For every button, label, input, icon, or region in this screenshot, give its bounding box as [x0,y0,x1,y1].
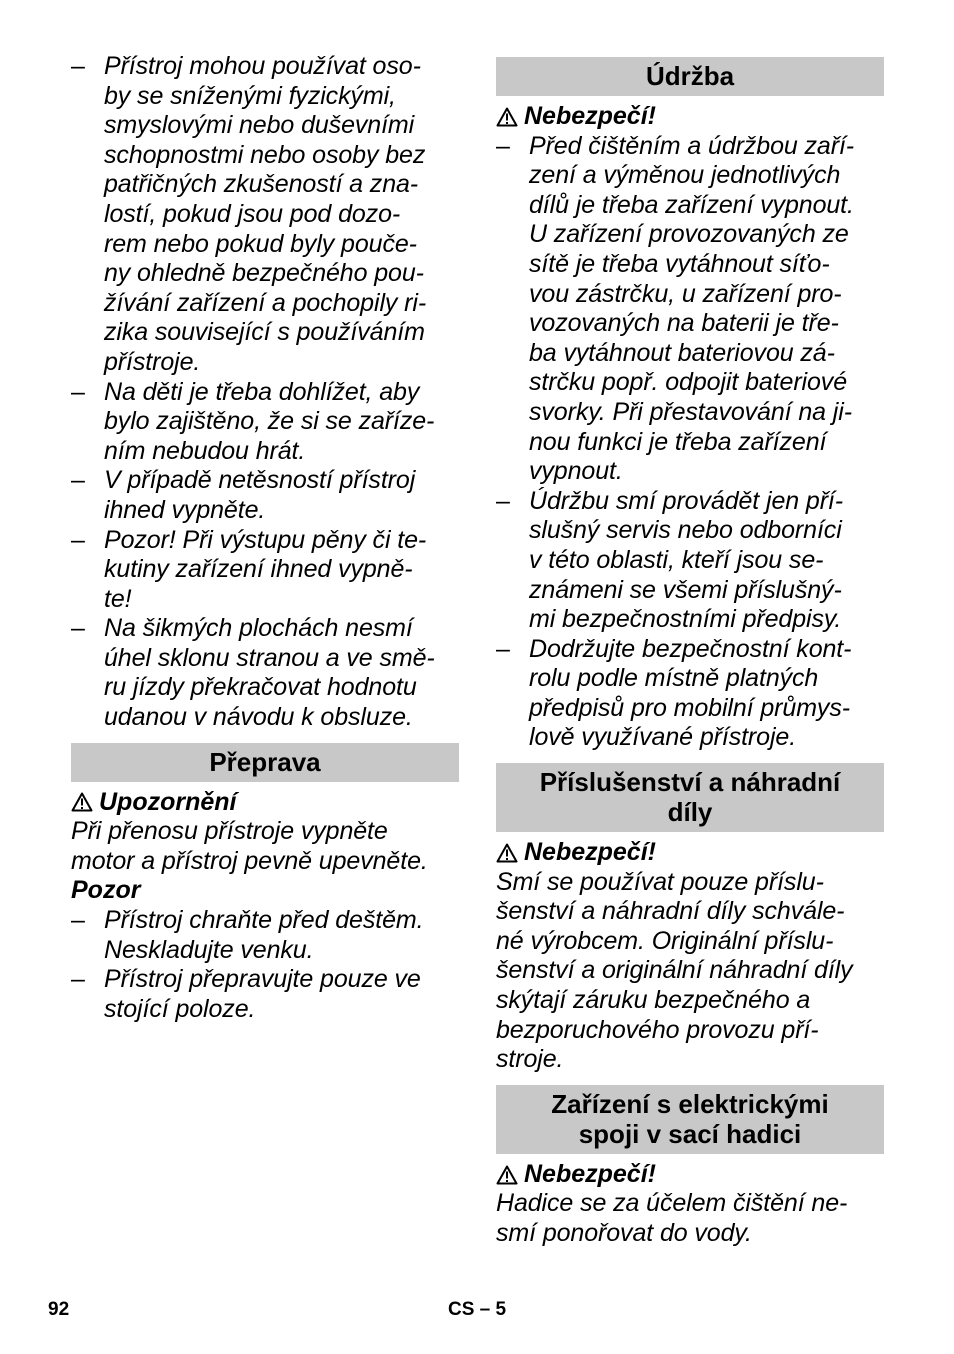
dash-bullet: – [71,614,85,643]
warning-triangle-icon [496,107,518,127]
text-line: kutiny zařízení ihned vypně- [104,555,413,584]
text-line: ba vytáhnout bateriovou zá- [529,338,835,367]
left-column [71,52,459,1024]
text-line: né výrobcem. Originální příslu- [496,926,834,955]
text-line: te! [104,584,132,613]
text-line: rem nebo pokud byly pouče- [104,229,417,258]
text-line: schopnostmi nebo osoby bez [104,140,426,169]
dash-bullet: – [71,377,85,406]
heading-line: díly [667,797,713,828]
warning-notice [71,788,459,818]
text-line: zika související s používáním [104,318,425,347]
text-line: V případě netěsností přístroj [104,466,416,495]
warning-label: Nebezpečí! [524,1159,656,1188]
text-line: vou zástrčku, u zařízení pro- [529,279,842,308]
section-heading-prislusenstvi [496,763,884,832]
subheading-pozor: Pozor [71,876,141,905]
text-line: Dodržujte bezpečnostní kont- [529,634,852,663]
right-column [496,47,884,1249]
text-line: mi bezpečnostními předpisy. [529,605,842,634]
text-line: Před čištěním a údržbou zaří- [529,131,855,160]
dash-bullet: – [71,965,85,994]
text-line: Na šikmých plochách nesmí [104,614,413,643]
dash-bullet: – [496,131,510,160]
dash-bullet: – [71,52,85,80]
text-line: motor a přístroj pevně upevněte. [71,846,428,875]
text-line: nou funkci je třeba zařízení [529,427,827,456]
text-line: smyslovými nebo duševními [104,111,415,140]
warning-triangle-icon [496,843,518,863]
text-line: by se sníženými fyzickými, [104,81,396,110]
list-item [496,635,884,753]
list-item [71,52,459,378]
list-item [71,378,459,467]
text-line: U zařízení provozovaných ze [529,220,849,249]
warning-label: Nebezpečí! [524,838,656,867]
text-line: dílů je třeba zařízení vypnout. [529,190,854,219]
text-line: vozovaných na baterii je tře- [529,309,839,338]
warning-notice [496,838,884,868]
text-line: Přístroj chraňte před deštěm. [104,906,424,935]
text-line: ny ohledně bezpečného pou- [104,259,424,288]
text-line: bezporuchového provozu pří- [496,1015,819,1044]
text-line: Přístroj přepravujte pouze ve [104,965,421,994]
text-line: zení a výměnou jednotlivých [529,161,841,190]
text-line: žívání zařízení a pochopily ri- [104,288,427,317]
text-line: Neskladujte venku. [104,935,314,964]
text-line: stroje. [496,1045,564,1074]
page-number: 92 [48,1299,70,1320]
transport-bullet-list [71,906,459,1024]
text-line: sítě je třeba vytáhnout síťo- [529,249,830,278]
text-line: bylo zajištěno, že si se zaříze- [104,407,435,436]
paragraph [496,868,884,1075]
text-line: rolu podle místně platných [529,664,819,693]
text-line: smí ponořovat do vody. [496,1219,752,1247]
text-line: vypnout. [529,457,623,486]
text-line: udanou v návodu k obsluze. [104,703,413,732]
text-line: Hadice se za účelem čištění ne- [496,1189,848,1218]
text-line: předpisů pro mobilní průmys- [529,693,850,722]
section-heading-hadice [496,1085,884,1154]
list-item [71,906,459,965]
warning-notice [496,1160,884,1190]
warning-label: Upozornění [99,787,237,816]
section-heading-udrzba: Údržba [496,57,884,96]
heading-line: spoji v sací hadici [578,1118,802,1149]
warning-notice [496,102,884,132]
list-item [496,487,884,635]
dash-bullet: – [71,466,85,495]
text-line: strčku popř. odpojit bateriové [529,368,848,397]
section-heading-preprava: Přeprava [71,743,459,782]
text-line: Při přenosu přístroje vypněte [71,817,388,846]
text-line: Údržbu smí provádět jen pří- [529,486,843,515]
dash-bullet: – [71,525,85,554]
text-line: známeni se všemi příslušný- [529,575,842,604]
text-line: svorky. Při přestavování na ji- [529,397,852,426]
text-line: přístroje. [104,347,201,376]
section-page-label: CS – 5 [448,1299,507,1320]
heading-line: Příslušenství a náhradní [539,767,841,798]
text-line: ihned vypněte. [104,495,266,524]
warning-triangle-icon [496,1165,518,1185]
list-item [71,466,459,525]
text-line: úhel sklonu stranou a ve smě- [104,643,435,672]
dash-bullet: – [71,906,85,935]
list-item [71,965,459,1024]
dash-bullet: – [496,486,510,515]
list-item [71,526,459,615]
text-line: Pozor! Při výstupu pěny či te- [104,525,427,554]
warning-triangle-icon [71,792,93,812]
text-line: Smí se používat pouze příslu- [496,867,824,896]
text-line: patřičných zkušeností a zna- [104,170,419,199]
warning-label: Nebezpečí! [524,102,656,130]
heading-line: Zařízení s elektrickými [551,1088,829,1119]
text-line: Na děti je třeba dohlížet, aby [104,377,420,406]
text-line: šenství a originální náhradní díly [496,956,853,985]
text-line: skýtají záruku bezpečného a [496,986,811,1015]
maintenance-bullet-list [496,132,884,753]
text-line: v této oblasti, kteří jsou se- [529,545,824,574]
list-item [496,132,884,487]
paragraph [496,1189,884,1248]
list-item [71,614,459,732]
text-line: lově využívané přístroje. [529,723,797,752]
text-line: šenství a náhradní díly schvále- [496,897,845,926]
text-line: Přístroj mohou používat oso- [104,52,421,80]
text-line: ru jízdy překračovat hodnotu [104,673,417,702]
text-line: stojící poloze. [104,994,256,1023]
text-line: slušný servis nebo odborníci [529,516,842,545]
text-line: lostí, pokud jsou pod dozo- [104,199,401,228]
paragraph [71,817,459,876]
dash-bullet: – [496,634,510,663]
safety-bullet-list [71,52,459,733]
text-line: ním nebudou hrát. [104,436,306,465]
